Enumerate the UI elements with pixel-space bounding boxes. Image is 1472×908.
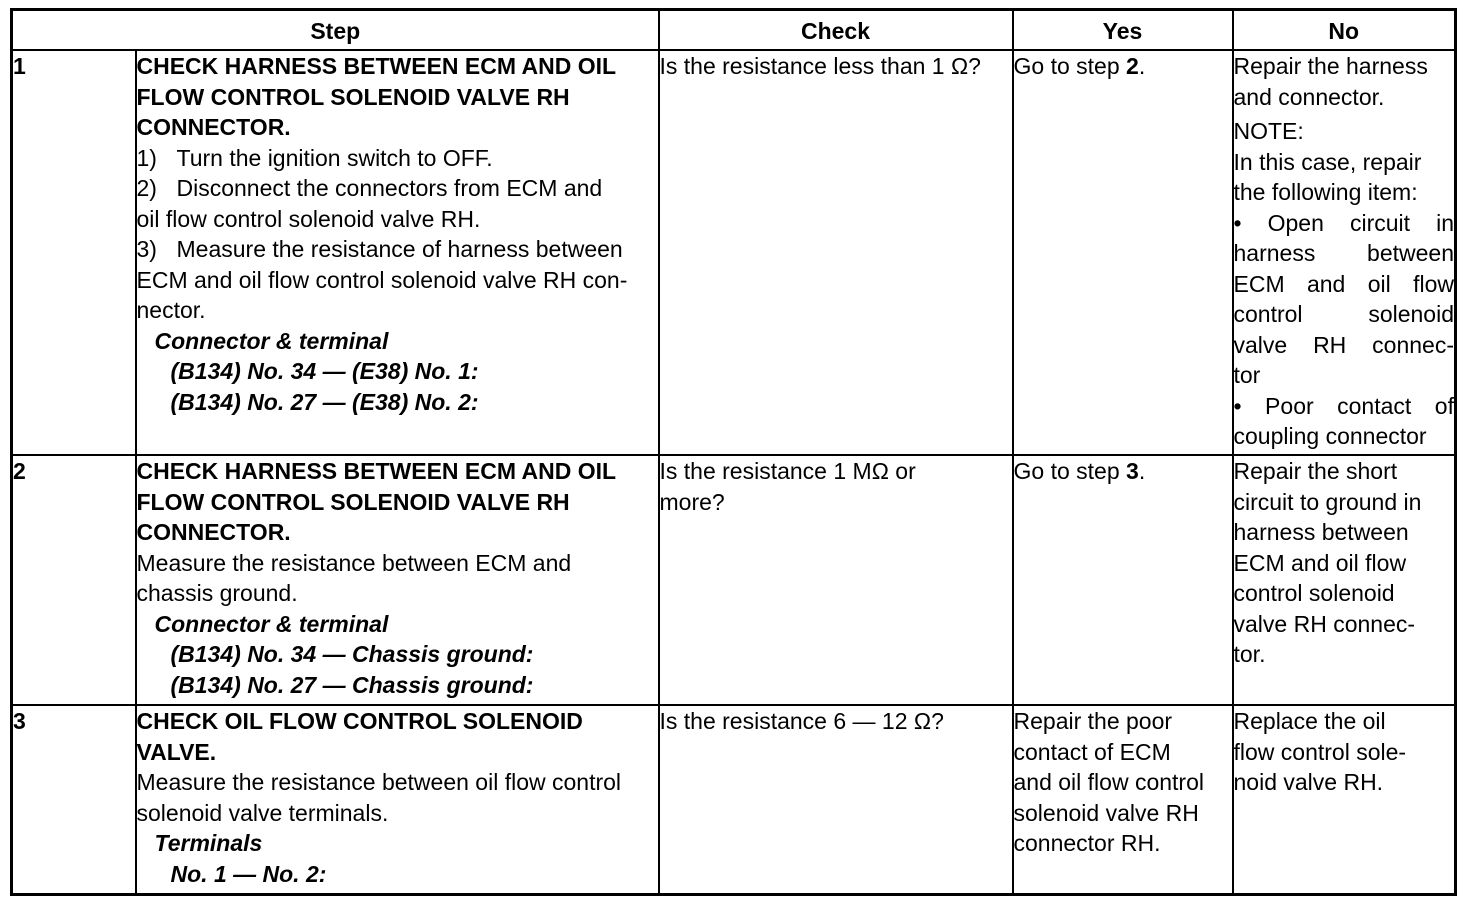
step-number: 3	[12, 705, 136, 895]
no-line: the following item:	[1233, 179, 1418, 205]
step-link: 2	[1126, 53, 1139, 79]
instruction-line: 3) Measure the resistance of harness between	[136, 236, 623, 262]
header-row	[12, 10, 1456, 51]
yes-cell: Go to step 2.	[1013, 50, 1233, 455]
step-link: 3	[1126, 458, 1139, 484]
yes-cell: Go to step 3.	[1013, 455, 1233, 705]
spec-value: (B134) No. 34 — Chassis ground:	[170, 641, 534, 667]
spec-label: Connector & terminal	[154, 327, 389, 354]
step-title-line: FLOW CONTROL SOLENOID VALVE RH	[136, 488, 570, 515]
no-line: harness between	[1233, 519, 1409, 545]
no-line: ECM and oil flow	[1233, 549, 1407, 576]
step-title-line: CHECK HARNESS BETWEEN ECM AND OIL	[136, 458, 617, 484]
bullet-line: control solenoid	[1233, 301, 1454, 327]
instruction-line: chassis ground.	[136, 580, 298, 606]
step-description	[136, 705, 659, 895]
instruction-line: oil flow control solenoid valve RH.	[136, 205, 481, 232]
header-yes: Yes	[1013, 10, 1233, 51]
table-row	[12, 455, 1456, 705]
instruction-line: Measure the resistance between oil flow control	[136, 769, 622, 795]
yes-line: contact of ECM	[1013, 738, 1171, 765]
step-title-line: CONNECTOR.	[136, 114, 291, 140]
instruction-line: ECM and oil flow control solenoid valve RH con-	[136, 266, 628, 293]
step-title-line: CHECK OIL FLOW CONTROL SOLENOID	[136, 708, 583, 734]
step-number: 2	[12, 455, 136, 705]
no-line: valve RH connec-	[1233, 610, 1416, 637]
table-row	[12, 50, 1456, 455]
no-line: flow control sole-	[1233, 738, 1407, 765]
note-label: NOTE:	[1233, 118, 1304, 144]
bullet-line: • Open circuit in	[1233, 209, 1454, 236]
yes-line: solenoid valve RH	[1013, 799, 1199, 826]
no-cell	[1233, 50, 1456, 455]
bullet-line: valve RH connec-	[1233, 331, 1454, 358]
spec-label: Connector & terminal	[154, 610, 389, 637]
yes-line: Repair the poor	[1013, 708, 1173, 734]
step-title-line: VALVE.	[136, 738, 217, 765]
spec-value: No. 1 — No. 2:	[170, 860, 327, 887]
instruction-line: nector.	[136, 297, 206, 323]
bullet-line: tor	[1233, 362, 1261, 388]
no-line: control solenoid	[1233, 580, 1395, 606]
no-line: tor.	[1233, 641, 1266, 667]
spec-label: Terminals	[154, 830, 263, 856]
yes-cell	[1013, 705, 1233, 895]
no-line: noid valve RH.	[1233, 769, 1384, 795]
no-line: Replace the oil	[1233, 708, 1386, 734]
step-description	[136, 50, 659, 455]
spec-value: (B134) No. 34 — (E38) No. 1:	[170, 358, 479, 384]
bullet-line: ECM and oil flow	[1233, 270, 1454, 297]
no-line: Repair the short	[1233, 458, 1398, 484]
no-line: Repair the harness	[1233, 53, 1428, 79]
bullet-line: coupling connector	[1233, 423, 1427, 449]
no-cell	[1233, 455, 1456, 705]
instruction-line: 1) Turn the ignition switch to OFF.	[136, 144, 493, 171]
header-no: No	[1233, 10, 1456, 51]
check-line: more?	[659, 488, 725, 515]
check-cell: Is the resistance 6 — 12 Ω?	[659, 705, 1013, 895]
no-line: In this case, repair	[1233, 148, 1422, 175]
spec-value: (B134) No. 27 — (E38) No. 2:	[170, 388, 479, 415]
step-title-line: FLOW CONTROL SOLENOID VALVE RH	[136, 83, 570, 110]
step-title-line: CONNECTOR.	[136, 519, 291, 545]
instruction-line: Measure the resistance between ECM and	[136, 549, 572, 576]
no-line: circuit to ground in	[1233, 488, 1422, 515]
check-cell	[659, 455, 1013, 705]
header-check: Check	[659, 10, 1013, 51]
step-number: 1	[12, 50, 136, 455]
table-row	[12, 705, 1456, 895]
yes-line: connector RH.	[1013, 830, 1161, 856]
no-cell	[1233, 705, 1456, 895]
diagnostic-table	[10, 8, 1457, 896]
check-line: Is the resistance 1 MΩ or	[659, 458, 916, 484]
no-line: and connector.	[1233, 83, 1385, 110]
step-title-line: CHECK HARNESS BETWEEN ECM AND OIL	[136, 53, 617, 79]
instruction-line: solenoid valve terminals.	[136, 799, 389, 826]
step-description	[136, 455, 659, 705]
header-step: Step	[12, 10, 659, 51]
check-cell: Is the resistance less than 1 Ω?	[659, 50, 1013, 455]
bullet-line: harness between	[1233, 240, 1454, 266]
bullet-line: • Poor contact of	[1233, 392, 1454, 419]
spec-value: (B134) No. 27 — Chassis ground:	[170, 671, 534, 698]
yes-line: and oil flow control	[1013, 769, 1204, 795]
instruction-line: 2) Disconnect the connectors from ECM and	[136, 175, 603, 201]
